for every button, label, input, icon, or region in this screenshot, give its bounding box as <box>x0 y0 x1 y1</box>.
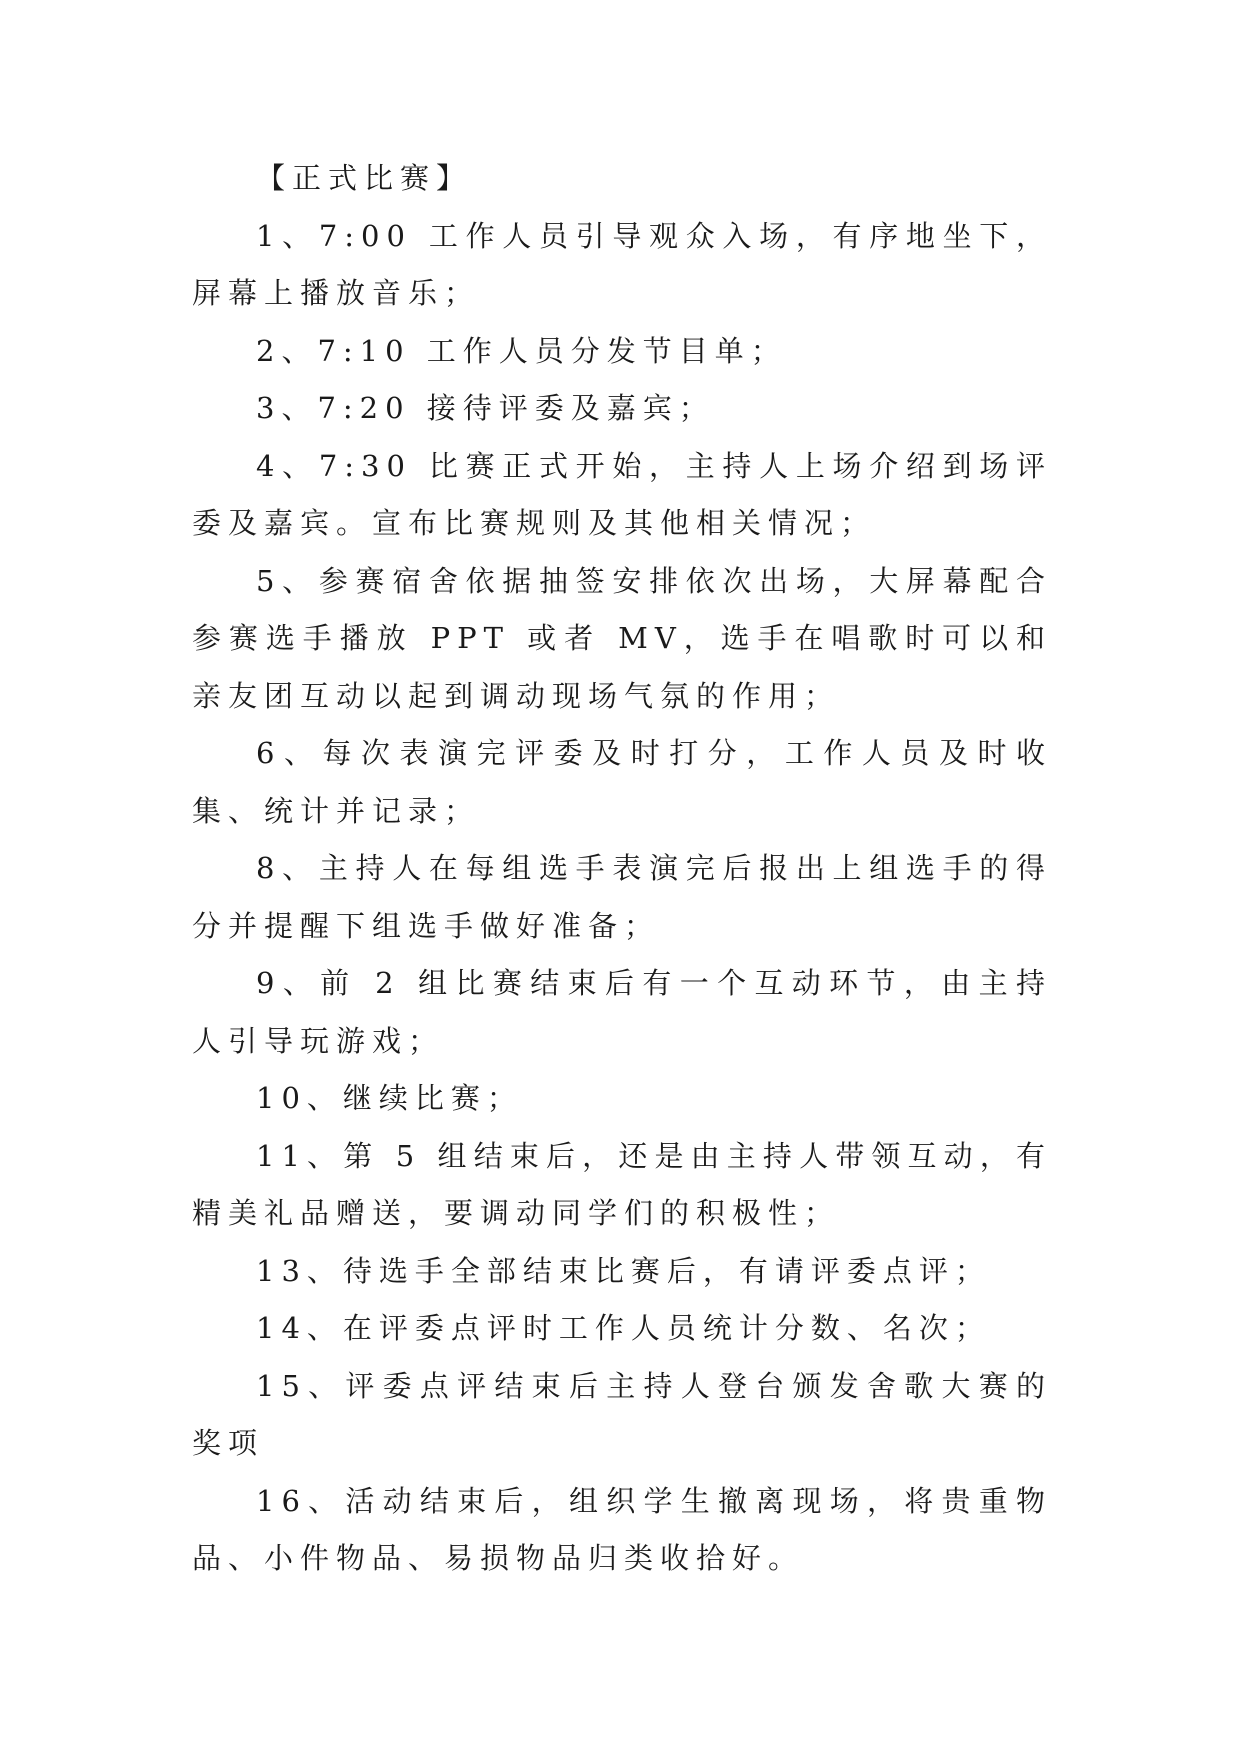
paragraph-11: 11、第 5 组结束后，还是由主持人带领互动，有精美礼品赠送，要调动同学们的积极性； <box>192 1138 1052 1230</box>
paragraph-5: 5、参赛宿舍依据抽签安排依次出场，大屏幕配合参赛选手播放 PPT 或者 MV，选手在唱歌时可以和亲友团互动以起到调动现场气氛的作用； <box>192 563 1052 713</box>
paragraph-3: 3、7:20 接待评委及嘉宾； <box>256 391 715 425</box>
paragraph-6: 6、每次表演完评委及时打分，工作人员及时收集、统计并记录； <box>192 736 1052 828</box>
section-heading: 【正式比赛】 <box>256 161 473 195</box>
paragraph-16: 16、活动结束后，组织学生撤离现场，将贵重物品、小件物品、易损物品归类收拾好。 <box>192 1483 1052 1575</box>
document-body <box>192 150 1052 1588</box>
paragraph-10: 10、继续比赛； <box>256 1081 523 1115</box>
paragraph-8: 8、主持人在每组选手表演完后报出上组选手的得分并提醒下组选手做好准备； <box>192 851 1052 943</box>
paragraph-1: 1、7:00 工作人员引导观众入场，有序地坐下，屏幕上播放音乐； <box>192 218 1052 310</box>
paragraph-4: 4、7:30 比赛正式开始，主持人上场介绍到场评委及嘉宾。宣布比赛规则及其他相关情况； <box>192 448 1052 540</box>
paragraph-15: 15、评委点评结束后主持人登台颁发舍歌大赛的奖项 <box>192 1368 1052 1460</box>
paragraph-9: 9、前 2 组比赛结束后有一个互动环节，由主持人引导玩游戏； <box>192 966 1052 1058</box>
paragraph-14: 14、在评委点评时工作人员统计分数、名次； <box>256 1311 991 1345</box>
paragraph-13: 13、待选手全部结束比赛后，有请评委点评； <box>256 1253 991 1288</box>
paragraph-2: 2、7:10 工作人员分发节目单； <box>256 333 787 368</box>
